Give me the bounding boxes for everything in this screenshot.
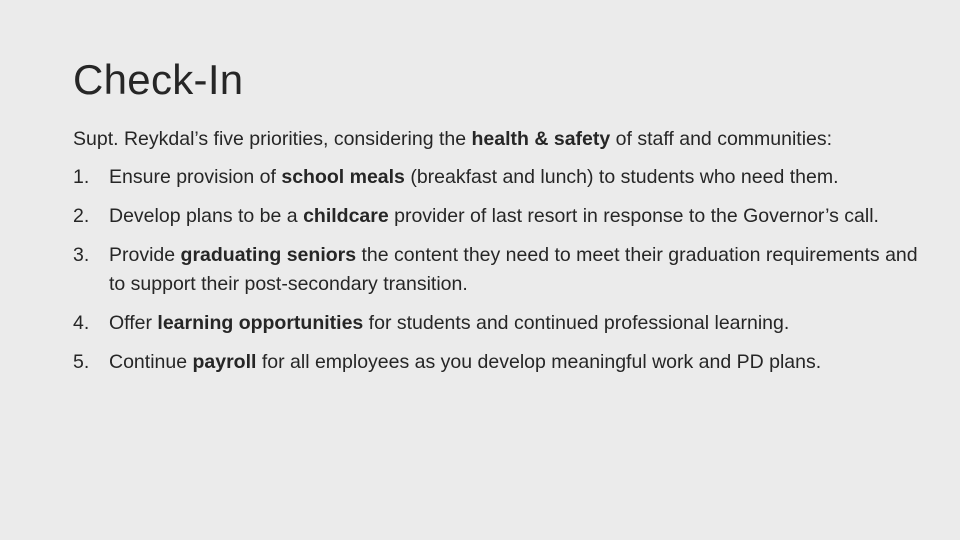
priority-number: 3. xyxy=(73,244,90,266)
priority-number: 1. xyxy=(73,166,90,188)
priority-text-after: for all employees as you develop meaningful work and PD plans. xyxy=(256,351,822,373)
priority-text xyxy=(109,309,920,338)
priority-text-bold: payroll xyxy=(192,351,257,373)
priority-number: 5. xyxy=(73,351,90,373)
intro-text xyxy=(73,126,833,152)
priority-text xyxy=(109,241,920,299)
priority-text-before: Offer xyxy=(109,312,158,334)
priority-text-bold: school meals xyxy=(281,166,405,188)
priority-text-after: for students and continued professional learning. xyxy=(363,312,790,334)
priorities-list xyxy=(73,163,920,377)
priority-number: 2. xyxy=(73,205,90,227)
priority-text-bold: childcare xyxy=(303,205,389,227)
priority-text-before: Continue xyxy=(109,351,193,373)
priority-text xyxy=(109,163,920,192)
priority-item-5 xyxy=(73,348,920,377)
priority-text-before: Ensure provision of xyxy=(109,166,282,188)
slide-title: Check-In xyxy=(73,56,244,103)
intro-text-after: of staff and communities: xyxy=(610,128,833,150)
priority-item-1 xyxy=(73,163,920,192)
priority-item-4 xyxy=(73,309,920,338)
priority-text xyxy=(109,202,920,231)
priority-text-before: Develop plans to be a xyxy=(109,205,304,227)
priority-text-after: provider of last resort in response to the Governor’s call. xyxy=(388,205,879,227)
priority-item-3 xyxy=(73,241,920,299)
priority-text-after: (breakfast and lunch) to students who need them. xyxy=(404,166,839,188)
priority-text-bold: graduating seniors xyxy=(180,244,357,266)
priority-number: 4. xyxy=(73,312,90,334)
priority-text xyxy=(109,348,920,377)
priority-text-after: the content they need to meet their graduation requirements and to support their post-secondary transition. xyxy=(109,244,918,295)
priority-text-bold: learning opportunities xyxy=(157,312,364,334)
priority-item-2 xyxy=(73,202,920,231)
intro-text-before: Supt. Reykdal’s five priorities, considering the xyxy=(73,128,472,150)
priority-text-before: Provide xyxy=(109,244,181,266)
intro-text-bold: health & safety xyxy=(471,128,611,150)
